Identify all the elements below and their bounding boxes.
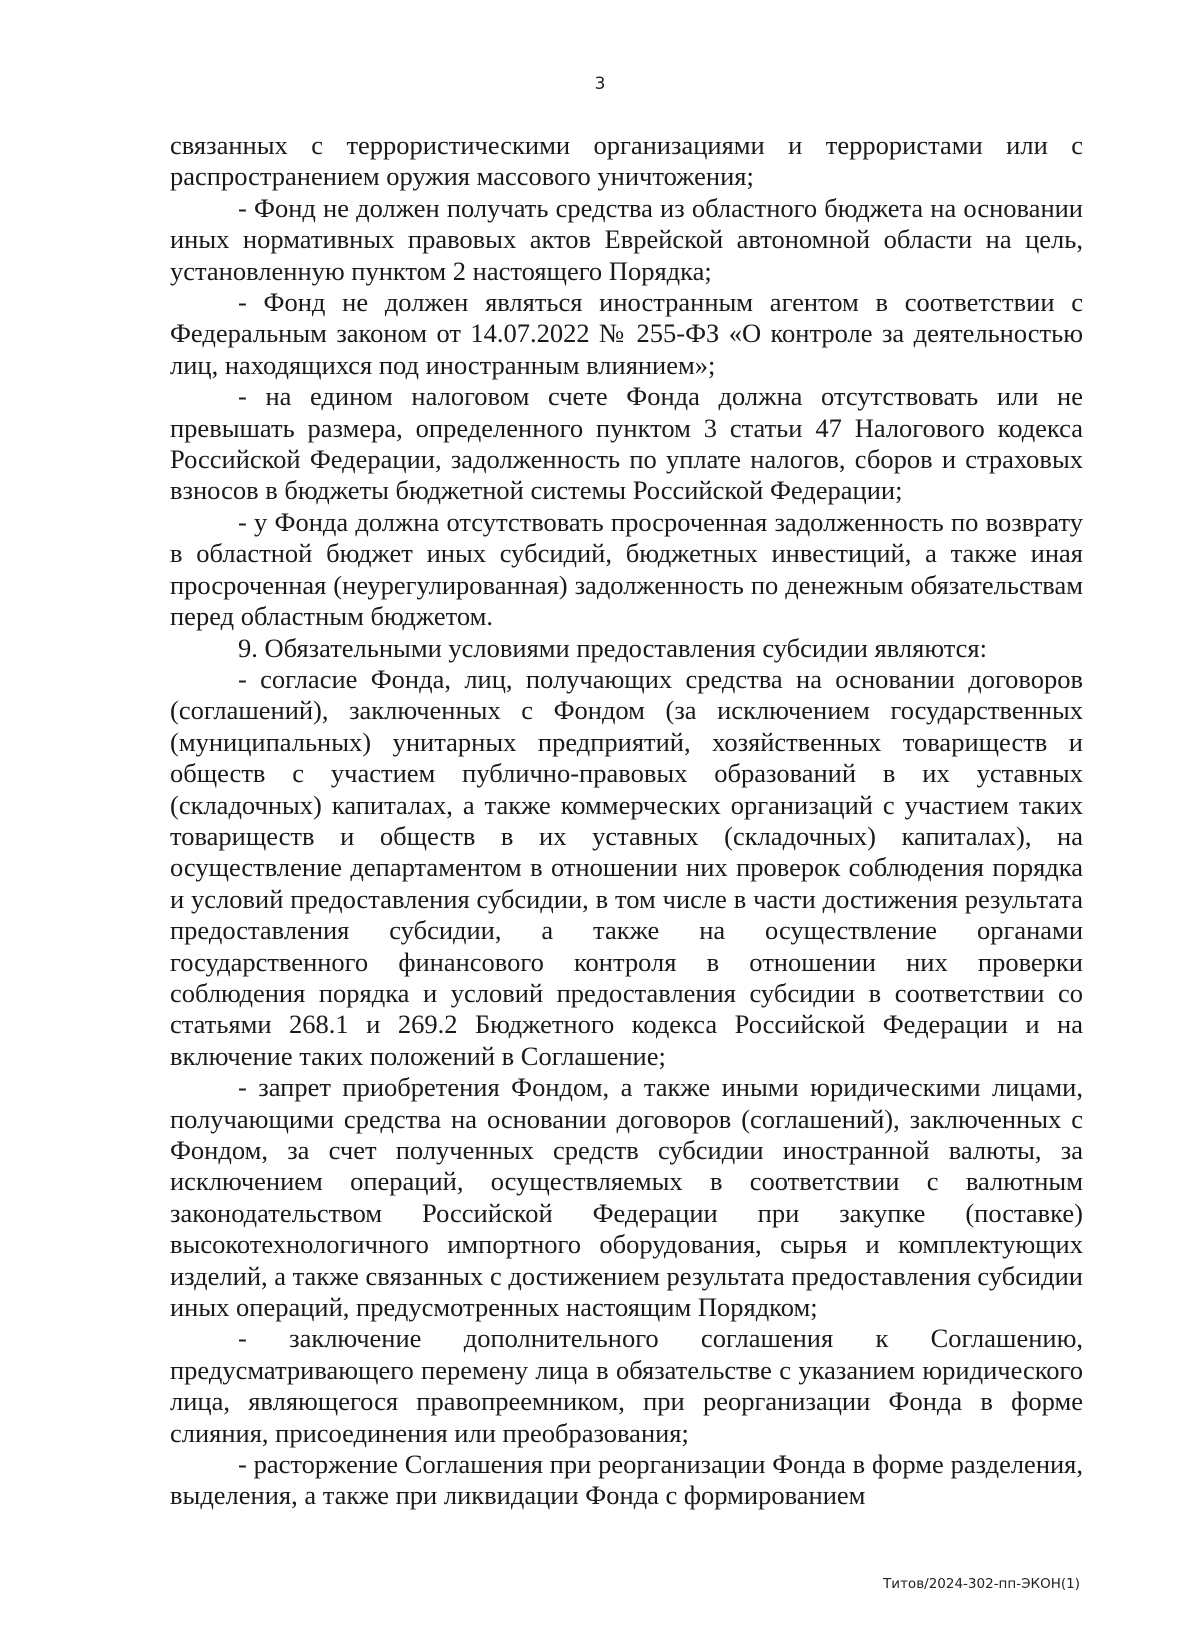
- list-item-foreign-agent: - Фонд не должен являться иностранным агентом в соответствии с Федеральным законом от 14.07.2022 № 255-ФЗ «О контроле за деятельностью лиц, находящихся под иностранным влиянием»;: [170, 287, 1083, 380]
- list-item-consent: - согласие Фонда, лиц, получающих средства на основании договоров (соглашений), заключенных с Фондом (за исключением государственных (муниципальных) унитарных предприятий, хозяйственных товариществ и обществ с участием публично-правовых образований в их уставных (складочных) капиталах, а также коммерческих организаций с участием таких товариществ и обществ в их уставных (складочных) капиталах), на осуществление департаментом в отношении них проверок соблюдения порядка и условий предоставления субсидии, в том числе в части достижения результата предоставления субсидии, а также на осуществление органами государственного финансового контроля в отношении них проверки соблюдения порядка и условий предоставления субсидии в соответствии со статьями 268.1 и 269.2 Бюджетного кодекса Российской Федерации и на включение таких положений в Соглашение;: [170, 663, 1083, 1071]
- paragraph-continuation: связанных с террористическими организациями и террористами или с распространением оружия массового уничтожения;: [170, 130, 1083, 192]
- list-item-overdue-debt: - у Фонда должна отсутствовать просроченная задолженность по возврату в областной бюджет иных субсидий, бюджетных инвестиций, а также иная просроченная (неурегулированная) задолженность по денежным обязательствам перед областным бюджетом.: [170, 506, 1083, 632]
- page-number: 3: [594, 74, 606, 94]
- document-code: Титов/2024-302-пп-ЭКОН(1): [883, 1576, 1080, 1592]
- document-body: [170, 130, 1083, 1512]
- list-item-no-other-funding: - Фонд не должен получать средства из областного бюджета на основании иных нормативных правовых актов Еврейской автономной области на цель, установленную пунктом 2 настоящего Порядка;: [170, 192, 1083, 286]
- list-item-tax-debt: - на едином налоговом счете Фонда должна отсутствовать или не превышать размера, определенного пунктом 3 статьи 47 Налогового кодекса Российской Федерации, задолженность по уплате налогов, сборов и страховых взносов в бюджеты бюджетной системы Российской Федерации;: [170, 381, 1083, 506]
- list-item-currency-ban: - запрет приобретения Фондом, а также иными юридическими лицами, получающими средства на основании договоров (соглашений), заключенных с Фондом, за счет полученных средств субсидии иностранной валюты, за исключением операций, осуществляемых в соответствии с валютным законодательством Российской Федерации при закупке (поставке) высокотехнологичного импортного оборудования, сырья и комплектующих изделий, а также связанных с достижением результата предоставления субсидии иных операций, предусмотренных настоящим Порядком;: [170, 1072, 1083, 1323]
- list-item-termination: - расторжение Соглашения при реорганизации Фонда в форме разделения, выделения, а также при ликвидации Фонда с формированием: [170, 1449, 1083, 1511]
- list-item-additional-agreement: - заключение дополнительного соглашения к Соглашению, предусматривающего перемену лица в обязательстве с указанием юридического лица, являющегося правопреемником, при реорганизации Фонда в форме слияния, присоединения или преобразования;: [170, 1323, 1083, 1448]
- section-9-heading: 9. Обязательными условиями предоставления субсидии являются:: [238, 632, 987, 663]
